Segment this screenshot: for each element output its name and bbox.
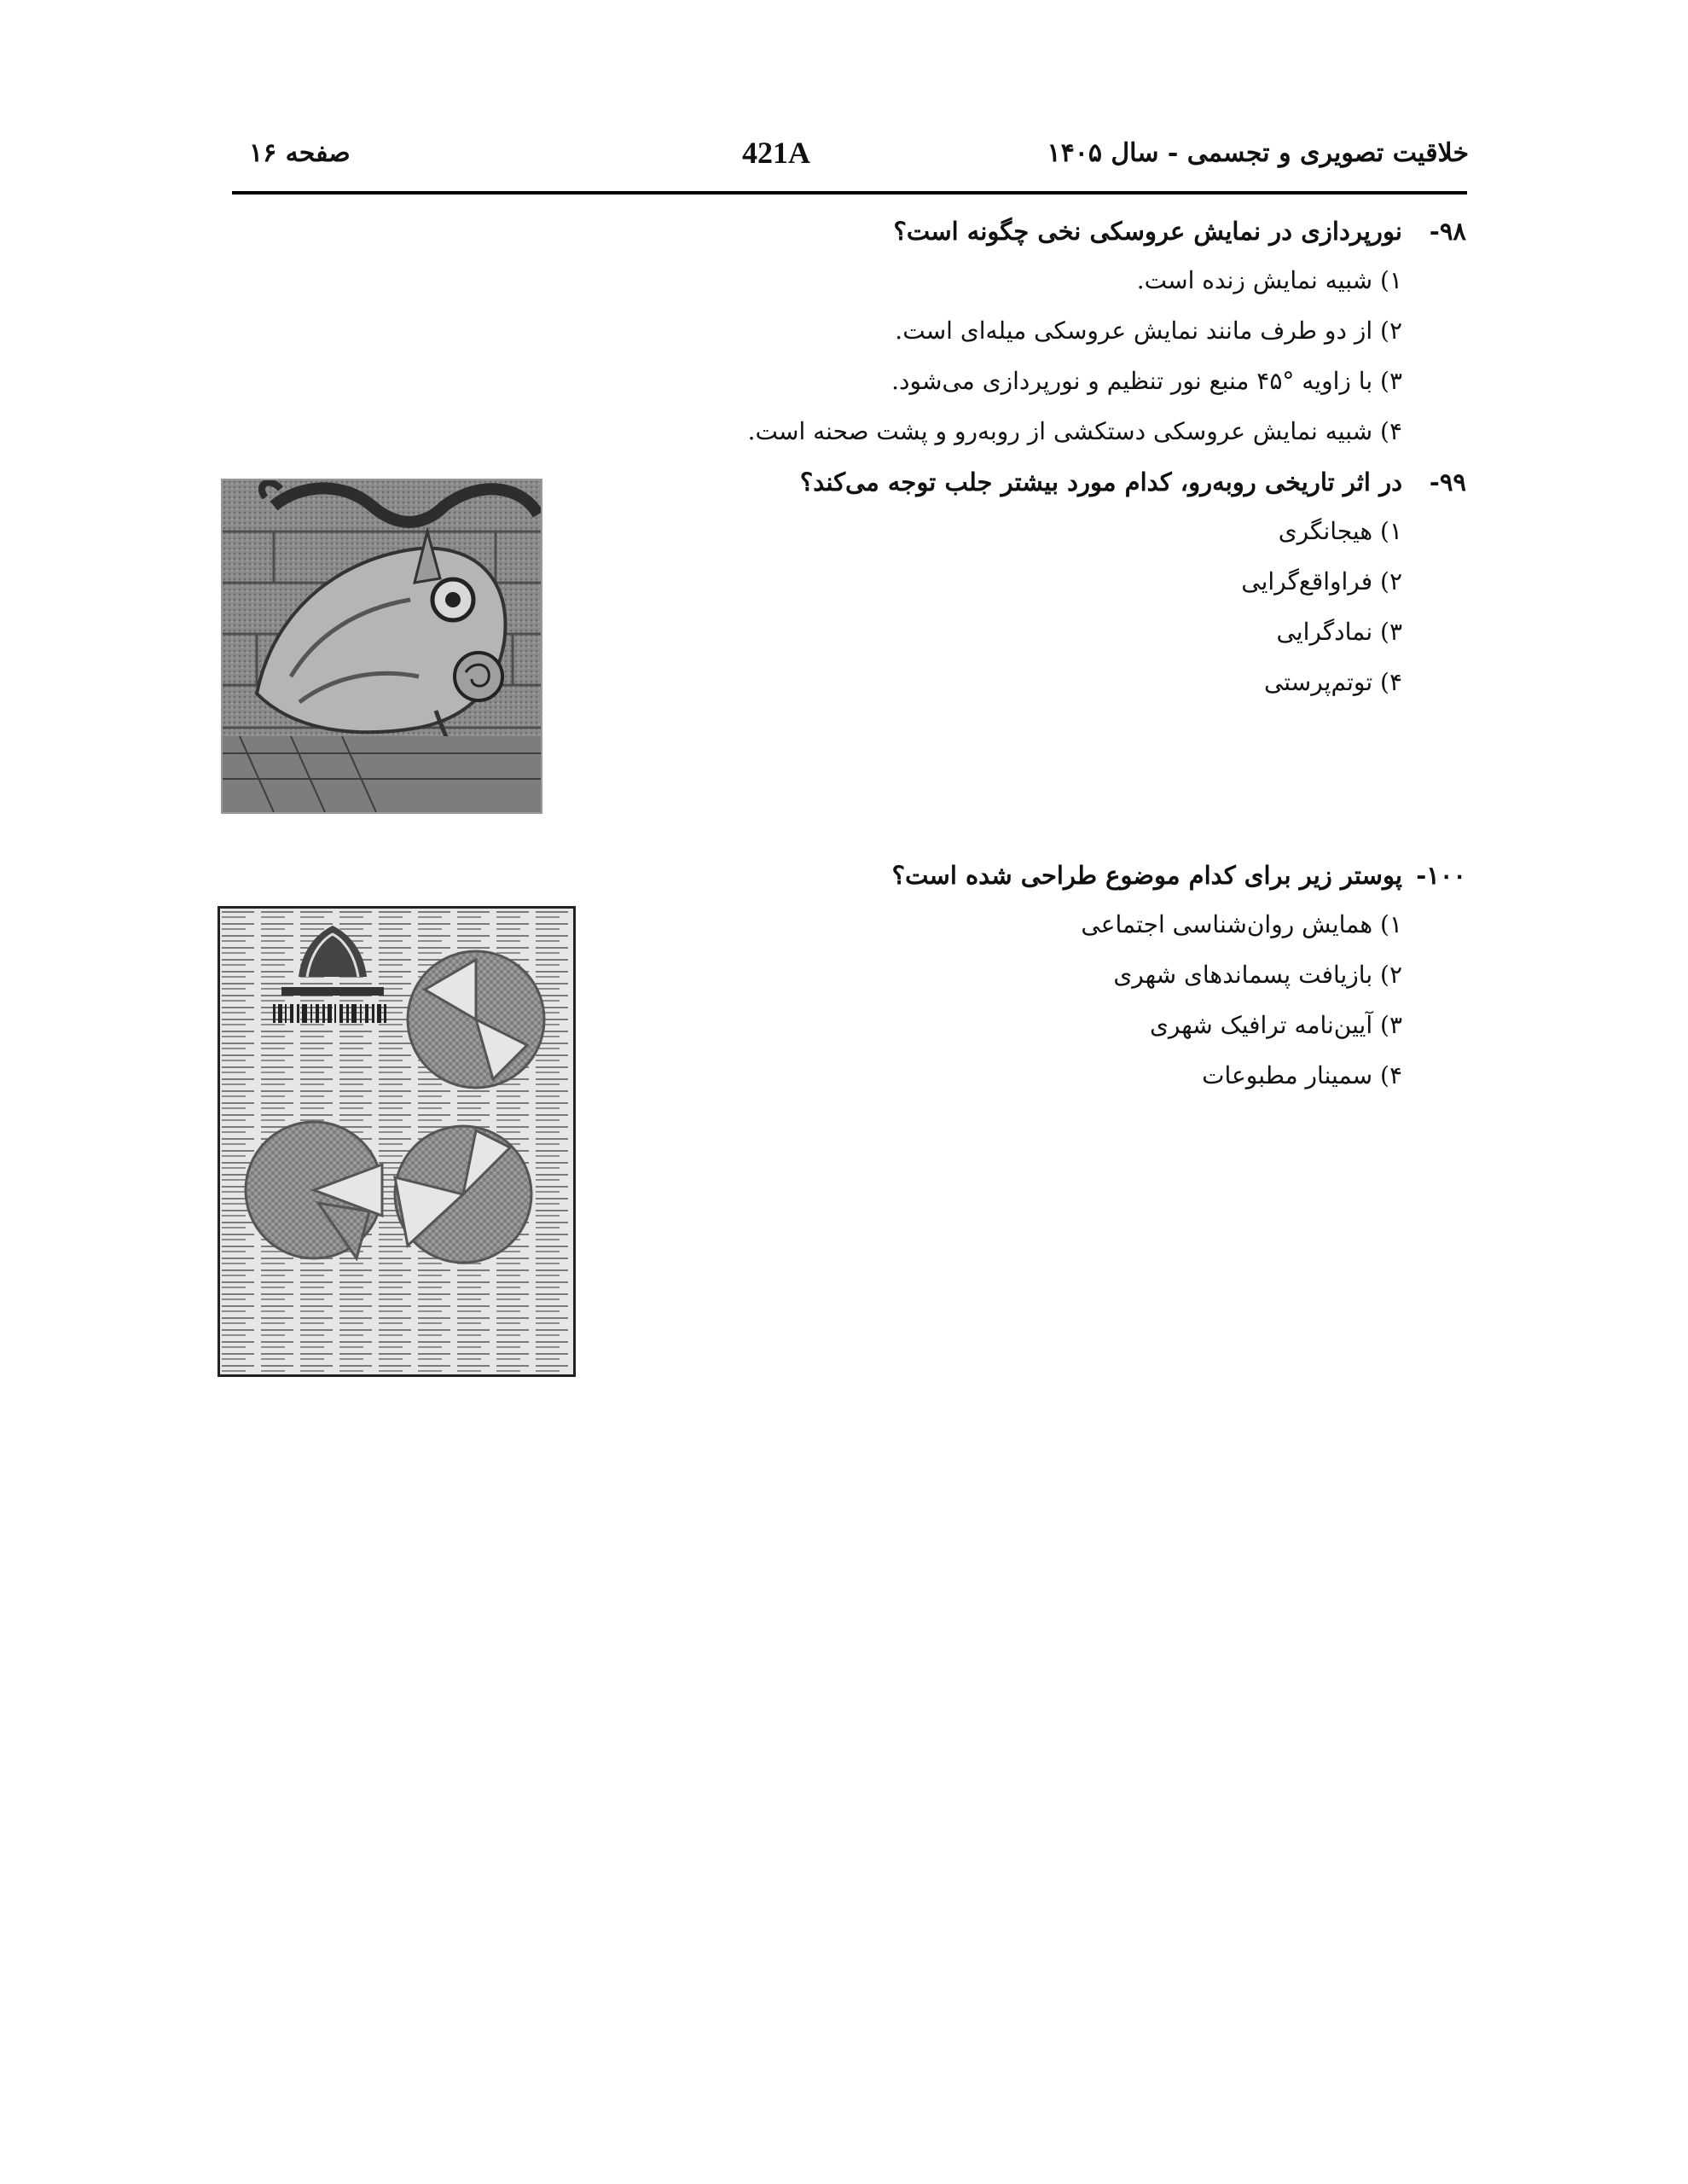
question-stem (800, 458, 1466, 506)
question-number: ۱۰۰- (1416, 861, 1466, 890)
option-3[interactable]: ۳) نمادگرایی (1276, 618, 1402, 646)
option-1[interactable]: ۱) همایش روان‌شناسی اجتماعی (1081, 910, 1402, 938)
question-99 (800, 458, 1466, 707)
option-4[interactable]: ۴) شبیه نمایش عروسکی دستکشی از روبه‌رو و پشت صحنه است. (747, 417, 1402, 445)
option-4[interactable]: ۴) سمینار مطبوعات (1202, 1061, 1402, 1089)
option-2[interactable]: ۲) فراواقع‌گرایی (1241, 567, 1402, 595)
option-4[interactable]: ۴) توتم‌پرستی (1263, 668, 1402, 696)
option-3[interactable]: ۳) آیین‌نامه ترافیک شهری (1150, 1011, 1402, 1039)
header-divider (232, 191, 1467, 195)
page-header (232, 128, 1469, 196)
question-text: در اثر تاریخی روبه‌رو، کدام مورد بیشتر جلب توجه می‌کند؟ (799, 468, 1402, 497)
question-98 (748, 207, 1466, 456)
question-number: ۹۹- (1429, 468, 1466, 497)
poster-image (218, 906, 576, 1377)
option-3[interactable]: ۳) با زاویه °۴۵ منبع نور تنظیم و نورپردازی می‌شود. (891, 367, 1402, 395)
historical-relief-image (221, 479, 542, 814)
page-number: صفحه ۱۶ (249, 138, 351, 168)
poster-illustration (220, 909, 573, 1374)
exam-title: خلاقیت تصویری و تجسمی - سال ۱۴۰۵ (1047, 138, 1469, 168)
option-2[interactable]: ۲) بازیافت پسماندهای شهری (1113, 961, 1402, 989)
question-stem (892, 851, 1466, 899)
relief-illustration (223, 480, 541, 812)
question-stem (748, 207, 1466, 255)
question-number: ۹۸- (1429, 217, 1466, 246)
option-1[interactable]: ۱) هیجانگری (1278, 517, 1402, 545)
booklet-code: 421A (742, 136, 810, 170)
question-100 (892, 851, 1466, 1101)
question-text: نورپردازی در نمایش عروسکی نخی چگونه است؟ (893, 217, 1402, 246)
question-text: پوستر زیر برای کدام موضوع طراحی شده است؟ (891, 861, 1402, 890)
option-1[interactable]: ۱) شبیه نمایش زنده است. (1136, 266, 1402, 294)
option-2[interactable]: ۲) از دو طرف مانند نمایش عروسکی میله‌ای است. (895, 317, 1402, 345)
